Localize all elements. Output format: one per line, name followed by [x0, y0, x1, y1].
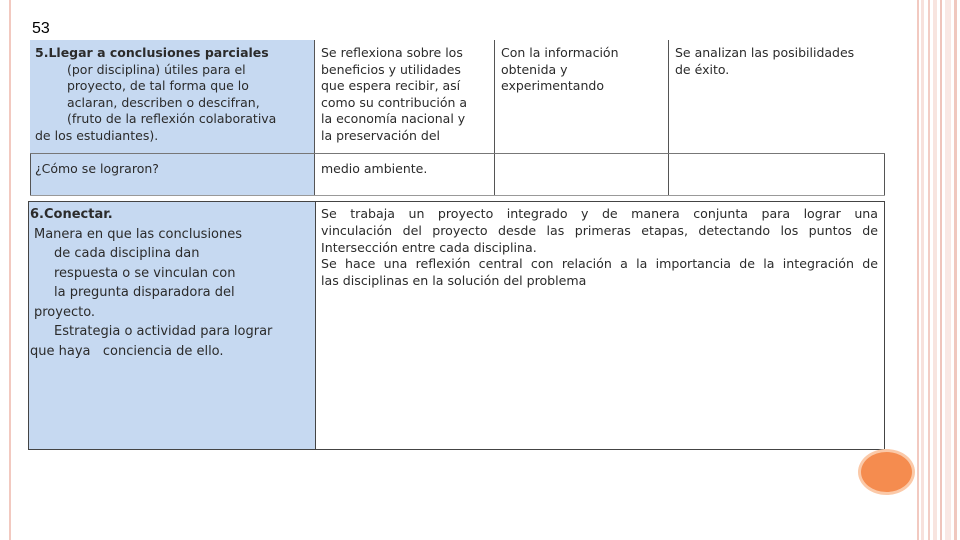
row5-information-line: obtenida y: [501, 61, 568, 77]
row6-desc-line: Se hace una reflexión central con relación a la importancia de la integración de: [321, 256, 878, 272]
row6-desc-line: Se trabaja un proyecto integrado y de manera conjunta para lograr una: [321, 206, 878, 221]
row5-line: proyecto, de tal forma que lo: [67, 78, 249, 93]
row6-desc-line: las disciplinas en la solución del problema: [321, 273, 587, 289]
divider: [315, 201, 316, 450]
decor-stripe: [954, 0, 957, 540]
row6-title: 6.Conectar.: [30, 207, 113, 222]
orange-circle-decoration: [858, 449, 915, 495]
divider: [28, 201, 885, 202]
row6-line: proyecto.: [34, 304, 96, 320]
divider: [494, 40, 495, 195]
row5-reflection-line: como su contribución a: [321, 94, 468, 110]
row6-desc-line: vinculación del proyecto desde las primeras etapas, detectando los puntos de: [321, 222, 878, 238]
divider: [668, 40, 669, 195]
row6-line: respuesta o se vinculan con: [54, 265, 236, 281]
row5-step-description: [35, 45, 311, 144]
decor-stripe: [921, 0, 924, 540]
row5-question: ¿Cómo se lograron?: [35, 161, 159, 176]
row6-desc-line: Intersección entre cada disciplina.: [321, 239, 537, 255]
row5-information-line: experimentando: [501, 78, 604, 93]
row6-line: Manera en que las conclusiones: [34, 226, 243, 242]
row5-reflection-line: que espera recibir, así: [321, 78, 461, 93]
row5-information-line: Con la información: [501, 45, 619, 60]
divider: [884, 153, 885, 195]
divider: [30, 195, 885, 196]
row5-reflection-line: Se reflexiona sobre los: [321, 45, 463, 60]
divider: [314, 40, 315, 195]
row5-reflection-line: la preservación del: [321, 127, 440, 143]
row5-title: 5.Llegar a conclusiones parciales: [35, 45, 269, 60]
divider: [28, 449, 885, 450]
divider: [30, 153, 885, 154]
decor-stripe: [940, 0, 942, 540]
row5-analysis: [675, 45, 880, 78]
row6-line: la pregunta disparadora del: [54, 285, 235, 300]
slide-number: 53: [32, 20, 50, 37]
row5-reflection: [321, 45, 493, 144]
row5-analysis-line: de éxito.: [675, 61, 730, 77]
row6-connection-description: [321, 206, 878, 290]
row6-line: de cada disciplina dan: [54, 246, 200, 261]
row5-reflection-line: beneficios y utilidades: [321, 61, 461, 77]
decor-stripe: [945, 0, 951, 540]
row6-line: que haya conciencia de ello.: [30, 343, 224, 359]
row5-line: aclaran, describen o descifran,: [67, 94, 260, 110]
row5-reflection-continued: medio ambiente.: [321, 161, 428, 176]
decor-stripe: [928, 0, 930, 540]
row5-reflection-line: la economía nacional y: [321, 111, 466, 126]
row5-line: (por disciplina) útiles para el: [67, 61, 246, 77]
decor-stripe: [933, 0, 937, 540]
row5-line: (fruto de la reflexión colaborativa: [67, 111, 277, 126]
row6-line: Estrategia o actividad para lograr: [54, 324, 273, 339]
divider: [28, 201, 29, 450]
row6-step-description: [30, 205, 313, 361]
divider: [30, 153, 31, 195]
divider: [884, 201, 885, 450]
row5-information: [501, 45, 667, 95]
row5-analysis-line: Se analizan las posibilidades: [675, 45, 855, 60]
row5-line: de los estudiantes).: [35, 127, 159, 143]
